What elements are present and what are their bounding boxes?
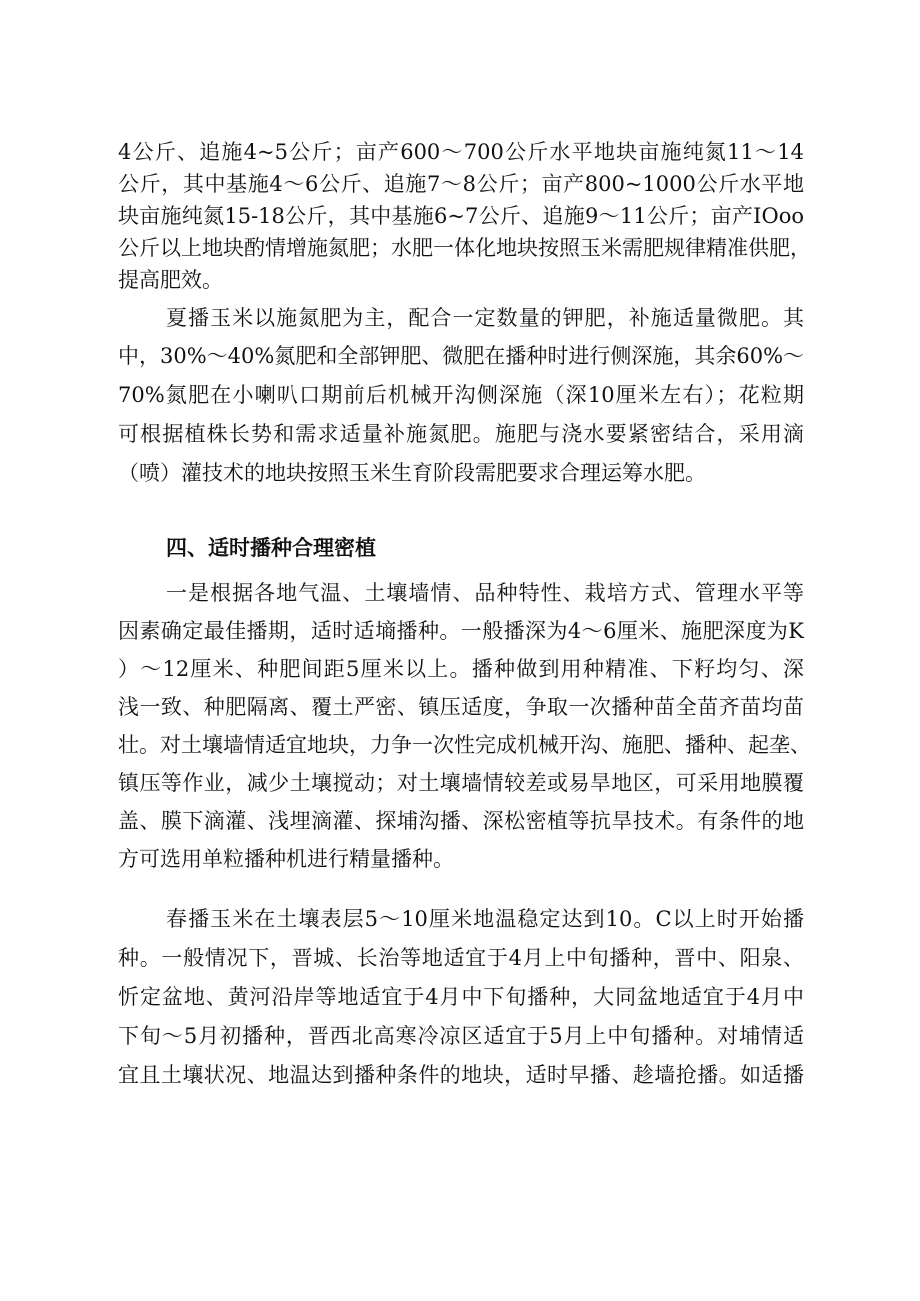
paragraph-line: 因素确定最佳播期，适时适墒播种。一般播深为4～6厘米、施肥深度为K — [118, 619, 804, 643]
paragraph-line: 方可选用单粒播种机进行精量播种。 — [118, 847, 454, 871]
paragraph-line: ）～12厘米、种肥间距5厘米以上。播种做到用种精准、下籽均匀、深 — [118, 657, 804, 681]
paragraph-line: （喷）灌技术的地块按照玉米生育阶段需肥要求合理运筹水肥。 — [118, 461, 706, 485]
paragraph-line: 4公斤、追施4~5公斤；亩产600～700公斤水平地块亩施纯氮11～14 — [118, 140, 804, 164]
paragraph-line: 忻定盆地、黄河沿岸等地适宜于4月中下旬播种，大同盆地适宜于4月中 — [118, 985, 804, 1009]
paragraph-line: 提高肥效。 — [118, 268, 223, 292]
paragraph-line: 公斤以上地块酌情增施氮肥；水肥一体化地块按照玉米需肥规律精准供肥， — [118, 236, 811, 260]
paragraph-line: 块亩施纯氮15-18公斤，其中基施6~7公斤、追施9～11公斤；亩产IOoo — [118, 204, 804, 228]
paragraph-line: 可根据植株长势和需求适量补施氮肥。施肥与浇水要紧密结合，采用滴 — [118, 422, 804, 446]
paragraph-line: 公斤，其中基施4～6公斤、追施7～8公斤；亩产800~1000公斤水平地 — [118, 172, 804, 196]
paragraph-line: 中，30%～40%氮肥和全部钾肥、微肥在播种时进行侧深施，其余60%～ — [118, 344, 805, 368]
paragraph-line: 壮。对土壤墙情适宜地块，力争一次性完成机械开沟、施肥、播种、起垄、 — [118, 733, 811, 757]
section-heading: 四、适时播种合理密植 — [166, 536, 376, 560]
paragraph-line: 镇压等作业，减少土壤搅动；对土壤墙情较差或易旱地区，可采用地膜覆 — [118, 771, 804, 795]
paragraph-line: 下旬～5月初播种，晋西北高寒冷凉区适宜于5月上中旬播种。对埔情适 — [118, 1024, 804, 1048]
paragraph-line: 种。一般情况下，晋城、长治等地适宜于4月上中旬播种，晋中、阳泉、 — [118, 946, 804, 970]
paragraph-line: 一是根据各地气温、土壤墙情、品种特性、栽培方式、管理水平等 — [166, 581, 804, 605]
paragraph-line: 70%氮肥在小喇叭口期前后机械开沟侧深施（深10厘米左右）；花粒期 — [118, 383, 804, 407]
paragraph-line: 盖、膜下滴灌、浅埋滴灌、探埔沟播、深松密植等抗旱技术。有条件的地 — [118, 809, 804, 833]
paragraph-line: 春播玉米在土壤表层5～10厘米地温稳定达到10。C以上时开始播 — [166, 907, 804, 931]
paragraph-line: 浅一致、种肥隔离、覆土严密、镇压适度，争取一次播种苗全苗齐苗均苗 — [118, 695, 804, 719]
paragraph-line: 夏播玉米以施氮肥为主，配合一定数量的钾肥，补施适量微肥。其 — [166, 306, 804, 330]
paragraph-line: 宜且土壤状况、地温达到播种条件的地块，适时早播、趁墙抢播。如适播 — [118, 1063, 804, 1087]
